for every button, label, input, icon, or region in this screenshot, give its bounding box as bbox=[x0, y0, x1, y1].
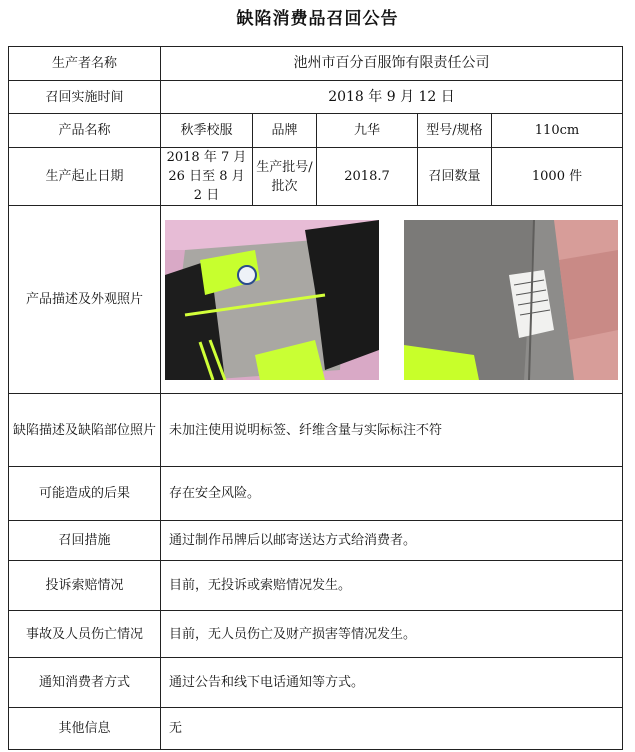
row-product bbox=[9, 114, 623, 148]
row-measures bbox=[9, 521, 623, 561]
accidents-label: 事故及人员伤亡情况 bbox=[9, 611, 161, 658]
quantity-value: 1000 件 bbox=[492, 148, 623, 206]
defect-value: 未加注使用说明标签、纤维含量与实际标注不符 bbox=[161, 394, 623, 467]
row-production bbox=[9, 148, 623, 206]
notification-value: 通过公告和线下电话通知等方式。 bbox=[161, 658, 623, 708]
manufacturer-value: 池州市百分百服饰有限责任公司 bbox=[161, 47, 623, 81]
page-title: 缺陷消费品召回公告 bbox=[236, 9, 399, 29]
quantity-label: 召回数量 bbox=[418, 148, 492, 206]
model-label: 型号/规格 bbox=[418, 114, 492, 148]
row-accidents bbox=[9, 611, 623, 658]
production-dates-label: 生产起止日期 bbox=[9, 148, 161, 206]
defect-label: 缺陷描述及缺陷部位照片 bbox=[9, 394, 161, 467]
consequence-label: 可能造成的后果 bbox=[9, 467, 161, 521]
photos-cell bbox=[161, 206, 623, 394]
recall-date-value: 2018 年 9 月 12 日 bbox=[161, 81, 623, 114]
product-name-label: 产品名称 bbox=[9, 114, 161, 148]
brand-label: 品牌 bbox=[253, 114, 317, 148]
product-name-value: 秋季校服 bbox=[161, 114, 253, 148]
notification-label: 通知消费者方式 bbox=[9, 658, 161, 708]
measures-label: 召回措施 bbox=[9, 521, 161, 561]
production-dates-value: 2018 年 7 月 26 日至 8 月 2 日 bbox=[161, 148, 253, 206]
product-photo-jacket bbox=[165, 220, 379, 380]
recall-date-label: 召回实施时间 bbox=[9, 81, 161, 114]
complaints-label: 投诉索赔情况 bbox=[9, 561, 161, 611]
row-complaints bbox=[9, 561, 623, 611]
accidents-value: 目前，无人员伤亡及财产损害等情况发生。 bbox=[161, 611, 623, 658]
measures-value: 通过制作吊牌后以邮寄送达方式给消费者。 bbox=[161, 521, 623, 561]
model-value: 110cm bbox=[492, 114, 623, 148]
row-consequence bbox=[9, 467, 623, 521]
row-manufacturer bbox=[9, 47, 623, 81]
row-notification bbox=[9, 658, 623, 708]
consequence-value: 存在安全风险。 bbox=[161, 467, 623, 521]
product-photo-label bbox=[404, 220, 618, 380]
brand-value: 九华 bbox=[317, 114, 418, 148]
row-photos bbox=[9, 206, 623, 394]
manufacturer-label: 生产者名称 bbox=[9, 47, 161, 81]
row-defect bbox=[9, 394, 623, 467]
row-other bbox=[9, 708, 623, 750]
row-recall-date bbox=[9, 81, 623, 114]
complaints-value: 目前，无投诉或索赔情况发生。 bbox=[161, 561, 623, 611]
batch-value: 2018.7 bbox=[317, 148, 418, 206]
recall-table bbox=[8, 46, 623, 750]
other-value: 无 bbox=[161, 708, 623, 750]
batch-label: 生产批号/批次 bbox=[253, 148, 317, 206]
other-label: 其他信息 bbox=[9, 708, 161, 750]
photos-label: 产品描述及外观照片 bbox=[9, 206, 161, 394]
